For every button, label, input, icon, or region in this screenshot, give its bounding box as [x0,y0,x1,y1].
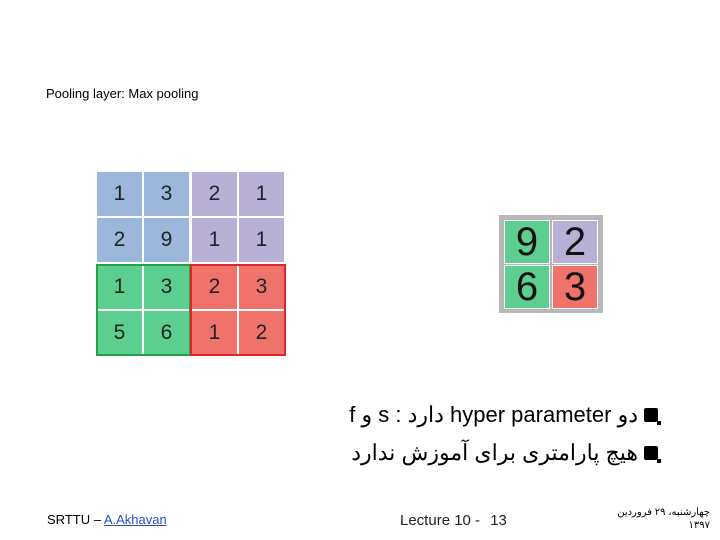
bullet-item: دو hyper parameter دارد : s و f [349,402,638,427]
author-link[interactable]: A.Akhavan [103,512,167,527]
slide-title: Pooling layer: Max pooling [46,86,199,101]
input-matrix [96,171,286,356]
footer-date [580,506,710,532]
matrix-cell: 1 [191,217,238,263]
matrix-cell: 3 [238,264,285,310]
output-cell: 9 [504,220,550,264]
matrix-cell: 9 [143,217,190,263]
matrix-cell: 2 [191,264,238,310]
footer-credit [47,512,167,527]
bullet-item: هیچ پارامتری برای آموزش ندارد [351,440,638,465]
matrix-cell: 1 [96,264,143,310]
lecture-label: Lecture 10 - [400,512,481,529]
matrix-cell: 1 [191,310,238,356]
matrix-cell: 2 [238,310,285,356]
bullet-icon [644,408,658,422]
matrix-cell: 2 [191,171,238,217]
page-number: 13 [490,512,507,529]
output-cell: 6 [504,265,550,309]
date-line: چهارشنبه، ۲۹ فروردین [617,507,710,518]
matrix-cell: 5 [96,310,143,356]
matrix-cell: 2 [96,217,143,263]
footer-lecture [400,512,507,529]
bullet-icon [644,446,658,460]
matrix-cell: 1 [96,171,143,217]
output-cell: 2 [552,220,598,264]
matrix-cell: 6 [143,310,190,356]
matrix-cell: 3 [143,264,190,310]
matrix-cell: 1 [238,217,285,263]
output-matrix [499,215,603,313]
matrix-cell: 1 [238,171,285,217]
date-year: ۱۳۹۷ [688,520,710,531]
output-cell: 3 [552,265,598,309]
footer-prefix: SRTTU – [47,512,104,527]
matrix-cell: 3 [143,171,190,217]
